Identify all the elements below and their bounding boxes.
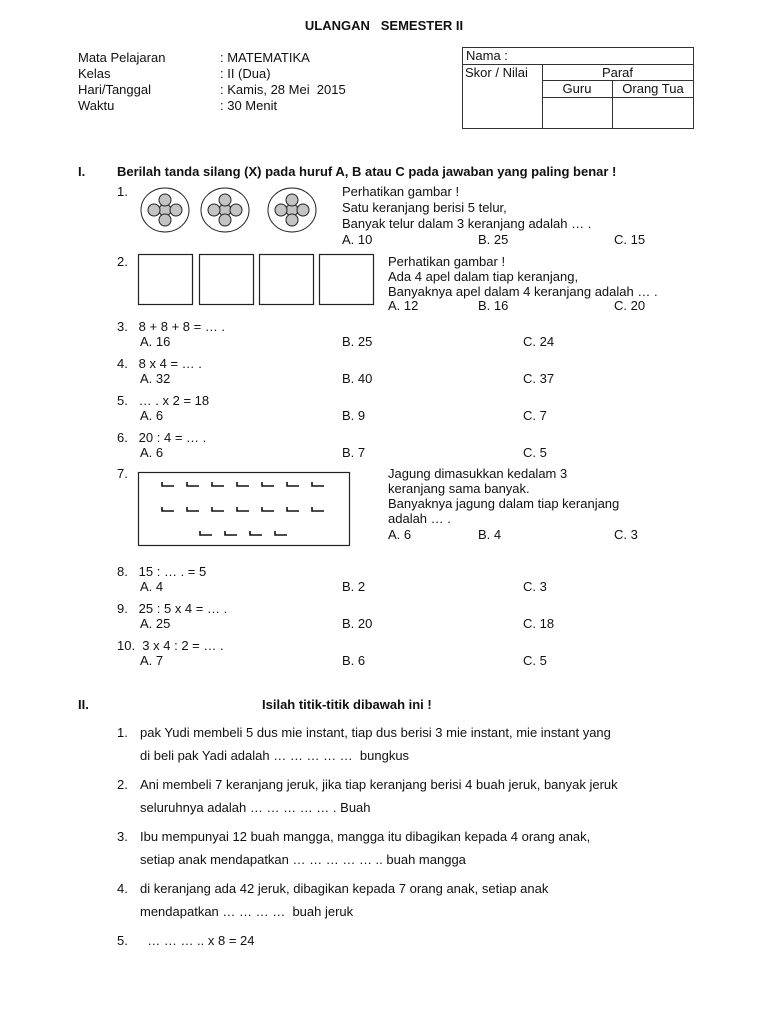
- corn-mark: [212, 507, 224, 511]
- answer-option: B. 25: [342, 334, 373, 349]
- orang-tua-label: Orang Tua: [622, 81, 684, 96]
- fill-text: mendapatkan … … … … buah jeruk: [140, 904, 354, 919]
- question-text: adalah … .: [388, 511, 451, 526]
- info-label: Mata Pelajaran: [78, 50, 166, 65]
- corn-mark: [212, 482, 224, 486]
- basket-4: [320, 255, 374, 305]
- fill-number: 5.: [117, 933, 128, 948]
- corn-mark: [275, 531, 287, 535]
- answer-option: A. 6: [140, 408, 164, 423]
- egg: [148, 204, 160, 216]
- corn-mark: [250, 531, 262, 535]
- question-text: 4. 8 x 4 = … .: [117, 356, 202, 371]
- egg: [170, 204, 182, 216]
- answer-option: C. 3: [614, 527, 638, 542]
- question-text: keranjang sama banyak.: [388, 481, 530, 496]
- answer-option: A. 25: [140, 616, 171, 631]
- name-label: Nama :: [466, 48, 508, 63]
- fill-text: pak Yudi membeli 5 dus mie instant, tiap dus berisi 3 mie instant, mie instant yang: [140, 725, 611, 740]
- corn-mark: [237, 507, 249, 511]
- fill-text: Ibu mempunyai 12 buah mangga, mangga itu dibagikan kepada 4 orang anak,: [140, 829, 591, 844]
- corn-mark: [287, 482, 299, 486]
- fill-text: … … … .. x 8 = 24: [140, 933, 255, 948]
- section-2-number: II.: [78, 697, 89, 712]
- egg: [208, 204, 220, 216]
- info-label: Kelas: [78, 66, 111, 81]
- egg: [230, 204, 242, 216]
- score-label: Skor / Nilai: [465, 65, 528, 80]
- guru-label: Guru: [562, 81, 592, 96]
- answer-option: B. 6: [342, 653, 366, 668]
- answer-option: A. 6: [388, 527, 412, 542]
- corn-mark: [262, 507, 274, 511]
- fill-text: di keranjang ada 42 jeruk, dibagikan kepada 7 orang anak, setiap anak: [140, 881, 549, 896]
- corn-mark: [200, 531, 212, 535]
- info-value: : MATEMATIKA: [220, 50, 310, 65]
- question-text: 5. … . x 2 = 18: [117, 393, 210, 408]
- question-text: 9. 25 : 5 x 4 = … .: [117, 601, 228, 616]
- corn-mark: [225, 531, 237, 535]
- fill-text: seluruhnya adalah … … … … … . Buah: [140, 800, 371, 815]
- corn-mark: [287, 507, 299, 511]
- answer-option: B. 7: [342, 445, 366, 460]
- paraf-label: Paraf: [601, 65, 634, 80]
- question-text: Banyaknya jagung dalam tiap keranjang: [388, 496, 620, 511]
- answer-option: C. 20: [614, 298, 646, 313]
- section-1-number: I.: [78, 164, 86, 179]
- question-text: 3. 8 + 8 + 8 = … .: [117, 319, 226, 334]
- corn-mark: [312, 482, 324, 486]
- fill-number: 3.: [117, 829, 128, 844]
- question-text: 10. 3 x 4 : 2 = … .: [117, 638, 224, 653]
- corn-mark: [187, 482, 199, 486]
- egg: [297, 204, 309, 216]
- answer-option: B. 40: [342, 371, 373, 386]
- question-text: Banyaknya apel dalam 4 keranjang adalah … .: [388, 284, 658, 299]
- answer-option: C. 24: [523, 334, 555, 349]
- fill-text: Ani membeli 7 keranjang jeruk, jika tiap keranjang berisi 4 buah jeruk, banyak jeruk: [140, 777, 618, 792]
- answer-option: C. 3: [523, 579, 547, 594]
- egg: [275, 204, 287, 216]
- corn-mark: [312, 507, 324, 511]
- question-text: Jagung dimasukkan kedalam 3: [388, 466, 568, 481]
- answer-option: B. 2: [342, 579, 366, 594]
- answer-option: C. 5: [523, 445, 547, 460]
- answer-option: C. 37: [523, 371, 555, 386]
- answer-option: B. 16: [478, 298, 509, 313]
- question-text: Perhatikan gambar !: [388, 254, 506, 269]
- question-text: Perhatikan gambar !: [342, 184, 460, 199]
- question-number: 1.: [117, 184, 128, 199]
- corn-mark: [262, 482, 274, 486]
- answer-option: C. 18: [523, 616, 555, 631]
- info-value: : II (Dua): [220, 66, 271, 81]
- fill-number: 2.: [117, 777, 128, 792]
- info-value: : 30 Menit: [220, 98, 278, 113]
- egg: [219, 214, 231, 226]
- exam-title: ULANGAN SEMESTER II: [304, 18, 464, 33]
- answer-option: C. 5: [523, 653, 547, 668]
- question-text: 8. 15 : … . = 5: [117, 564, 207, 579]
- answer-option: C. 15: [614, 232, 646, 247]
- fill-text: di beli pak Yadi adalah … … … … … bungkus: [140, 748, 410, 763]
- answer-option: C. 7: [523, 408, 547, 423]
- answer-option: A. 12: [388, 298, 419, 313]
- question-text: Banyak telur dalam 3 keranjang adalah … .: [342, 216, 592, 231]
- info-value: : Kamis, 28 Mei 2015: [220, 82, 346, 97]
- fill-number: 4.: [117, 881, 128, 896]
- answer-option: A. 6: [140, 445, 164, 460]
- corn-mark: [162, 482, 174, 486]
- section-1-instruction: Berilah tanda silang (X) pada huruf A, B atau C pada jawaban yang paling benar !: [117, 164, 617, 179]
- egg: [159, 194, 171, 206]
- answer-option: A. 7: [140, 653, 164, 668]
- corn-mark: [237, 482, 249, 486]
- corn-box: [139, 473, 350, 546]
- answer-option: A. 16: [140, 334, 171, 349]
- question-text: 6. 20 : 4 = … .: [117, 430, 207, 445]
- question-text: Ada 4 apel dalam tiap keranjang,: [388, 269, 579, 284]
- answer-option: B. 9: [342, 408, 366, 423]
- question-text: Satu keranjang berisi 5 telur,: [342, 200, 507, 215]
- answer-option: B. 20: [342, 616, 373, 631]
- corn-mark: [187, 507, 199, 511]
- info-label: Waktu: [78, 98, 115, 113]
- answer-option: A. 4: [140, 579, 164, 594]
- egg: [286, 194, 298, 206]
- egg: [286, 214, 298, 226]
- basket-3: [260, 255, 314, 305]
- section-2-title: Isilah titik-titik dibawah ini !: [262, 697, 432, 712]
- basket-1: [139, 255, 193, 305]
- question-number: 2.: [117, 254, 128, 269]
- fill-number: 1.: [117, 725, 128, 740]
- answer-option: A. 10: [342, 232, 373, 247]
- question-number: 7.: [117, 466, 128, 481]
- egg: [159, 214, 171, 226]
- answer-option: B. 25: [478, 232, 509, 247]
- answer-option: B. 4: [478, 527, 502, 542]
- info-label: Hari/Tanggal: [78, 82, 151, 97]
- corn-mark: [162, 507, 174, 511]
- basket-2: [200, 255, 254, 305]
- egg: [219, 194, 231, 206]
- answer-option: A. 32: [140, 371, 171, 386]
- fill-text: setiap anak mendapatkan … … … … … .. buah mangga: [140, 852, 466, 867]
